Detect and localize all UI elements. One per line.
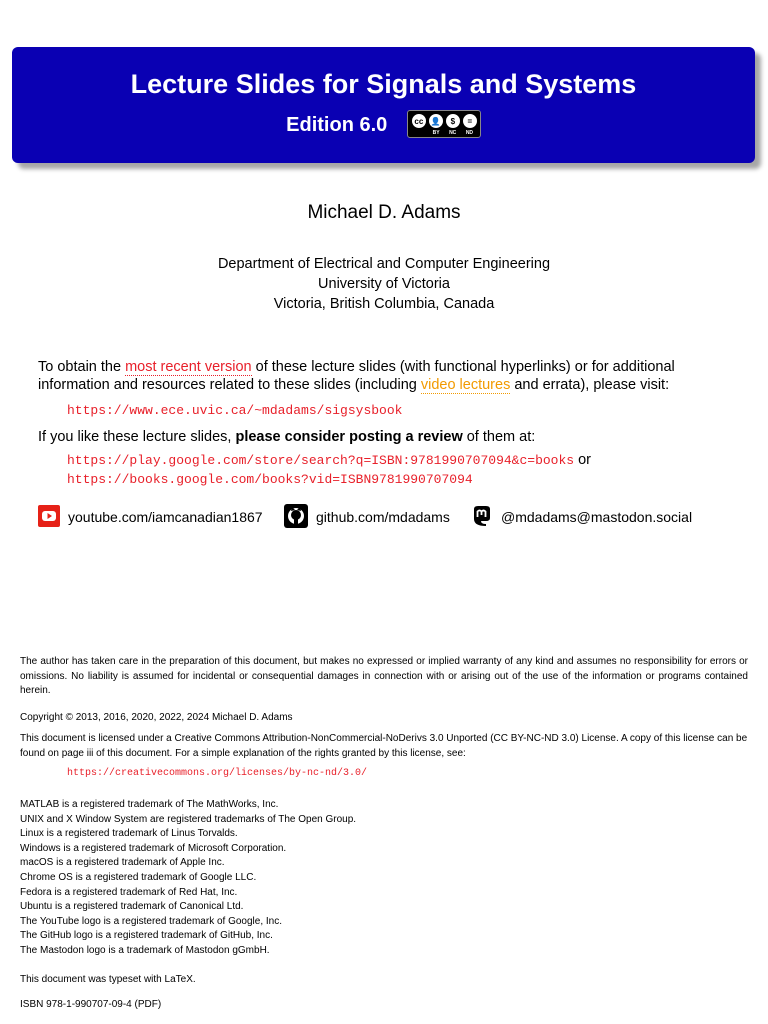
youtube-link[interactable] <box>38 505 263 529</box>
mastodon-link[interactable] <box>471 505 692 529</box>
title-banner <box>12 47 755 163</box>
trademark-item: Fedora is a registered trademark of Red Hat, Inc. <box>20 886 238 898</box>
youtube-icon <box>38 505 60 530</box>
affiliation-location: Victoria, British Columbia, Canada <box>273 296 495 312</box>
sigsysbook-url-link[interactable]: https://www.ece.uvic.ca/~mdadams/sigsysbook <box>67 403 403 418</box>
review-text-1: If you like these lecture slides, <box>38 429 236 445</box>
copyright: Copyright © 2013, 2016, 2020, 2022, 2024 Michael D. Adams <box>20 712 293 723</box>
review-emphasis: please consider posting a review <box>235 429 463 445</box>
obtain-text-3: and errata), please visit: <box>510 377 670 393</box>
by-icon: 👤 <box>428 113 444 129</box>
google-play-url-link[interactable]: https://play.google.com/store/search?q=ISBN:9781990707094&c=books <box>67 453 575 468</box>
trademark-item: MATLAB is a registered trademark of The MathWorks, Inc. <box>20 799 279 810</box>
trademark-item: Linux is a registered trademark of Linus Torvalds. <box>20 828 238 840</box>
mastodon-handle: @mdadams@mastodon.social <box>501 509 693 525</box>
edition-label: Edition 6.0 <box>286 113 388 136</box>
license-url-link[interactable]: https://creativecommons.org/licenses/by-nc-nd/3.0/ <box>67 768 368 779</box>
affiliation-university: University of Victoria <box>318 276 450 292</box>
trademark-item: The YouTube logo is a registered trademark of Google, Inc. <box>20 915 283 927</box>
trademark-item: macOS is a registered trademark of Apple Inc. <box>20 857 225 869</box>
trademark-item: Windows is a registered trademark of Microsoft Corporation. <box>20 842 287 854</box>
trademark-item: Chrome OS is a registered trademark of Google LLC. <box>20 871 257 883</box>
obtain-text-1: To obtain the <box>38 359 126 375</box>
edition-line <box>12 111 755 139</box>
affiliation-department: Department of Electrical and Computer Engineering <box>217 256 551 272</box>
cc-icon: cc <box>411 113 427 129</box>
cc-label-nd: ND <box>465 130 474 136</box>
trademark-list <box>20 798 748 959</box>
github-icon <box>284 504 308 531</box>
or-text: or <box>574 452 592 468</box>
obtain-text-2: of these lecture slides (with functional hyperlinks) or for additional information and resources related to these slides (including <box>38 359 675 393</box>
cc-label-nc: NC <box>449 130 457 136</box>
isbn: ISBN 978-1-990707-09-4 (PDF) <box>20 999 162 1010</box>
cc-license-badge[interactable] <box>407 110 481 138</box>
youtube-handle: youtube.com/iamcanadian1867 <box>68 509 263 525</box>
google-books-url-link[interactable]: https://books.google.com/books?vid=ISBN9781990707094 <box>67 472 473 487</box>
review-text-2: of them at: <box>462 429 536 445</box>
author-name: Michael D. Adams <box>307 202 461 223</box>
trademark-item: The GitHub logo is a registered trademark of GitHub, Inc. <box>20 930 273 942</box>
mastodon-icon <box>471 505 493 530</box>
document-title: Lecture Slides for Signals and Systems <box>130 69 637 99</box>
most-recent-version-link[interactable]: most recent version <box>125 359 252 375</box>
obtain-paragraph <box>38 358 738 394</box>
github-handle: github.com/mdadams <box>316 509 450 525</box>
affiliation <box>0 254 768 314</box>
trademark-item: Ubuntu is a registered trademark of Canonical Ltd. <box>20 901 244 913</box>
typeset-text: This document was typeset with <box>20 974 165 985</box>
typeset-note <box>20 973 748 988</box>
license-text: This document is licensed under a Creative Commons Attribution-NonCommercial-NoDerivs 3.0 Unported (CC BY-NC-ND 3.0) License. A copy of this license can be found on page iii of this document. For a simple explanation of the rights granted by this license, see: <box>20 733 748 759</box>
review-paragraph <box>38 428 738 446</box>
disclaimer: The author has taken care in the preparation of this document, but makes no expressed or implied warranty of any kind and assumes no responsibility for errors or omissions. No liability is assumed for incidental or consequential damages in connection with or arising out of the use of the information or programs contained herein. <box>20 656 748 696</box>
social-links <box>38 505 738 529</box>
trademark-item: The Mastodon logo is a trademark of Mastodon gGmbH. <box>20 944 270 956</box>
nc-icon: $ <box>445 113 461 129</box>
video-lectures-link[interactable]: video lectures <box>420 377 511 393</box>
nd-icon: = <box>462 113 478 129</box>
typeset-end: . <box>192 974 196 985</box>
trademark-item: UNIX and X Window System are registered trademarks of The Open Group. <box>20 813 357 825</box>
latex-logo: LaTeX <box>164 974 193 985</box>
github-link[interactable] <box>284 505 450 529</box>
cc-label-by: BY <box>432 130 440 136</box>
